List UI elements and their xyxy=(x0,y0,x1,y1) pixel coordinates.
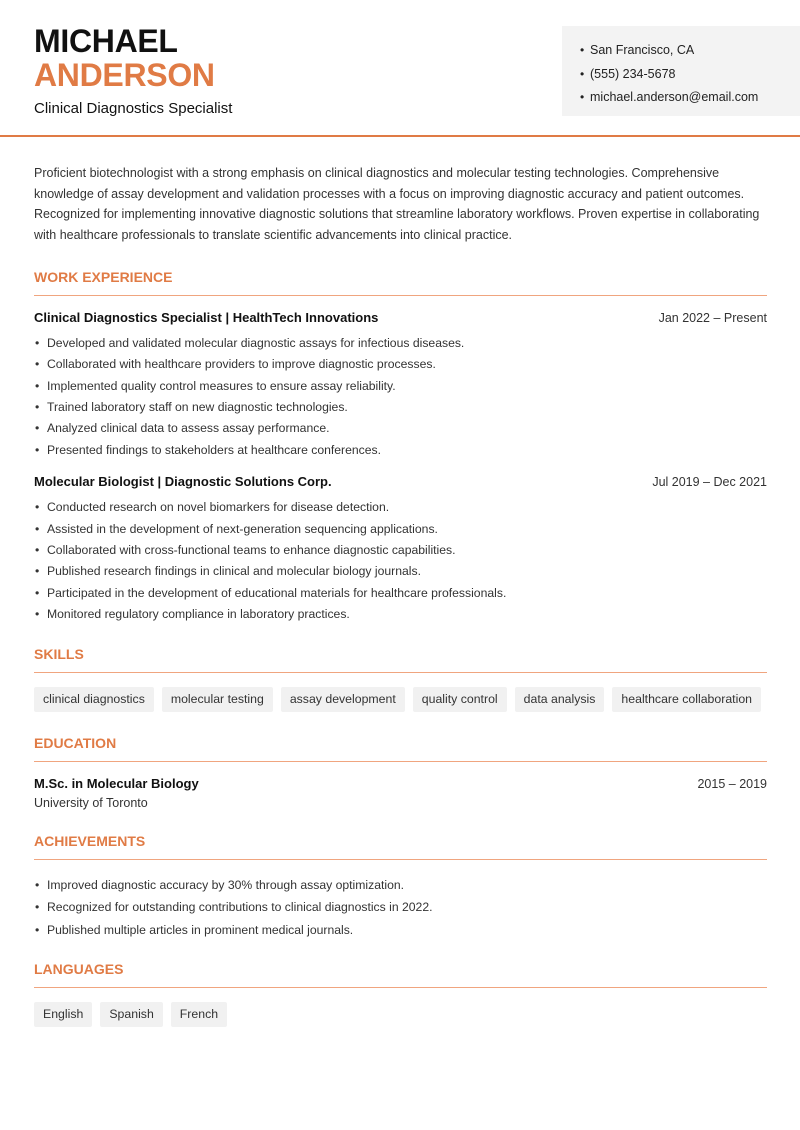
contact-phone: • (555) 234-5678 xyxy=(580,63,800,87)
job-bullets xyxy=(34,497,767,625)
job-title-headline: Clinical Diagnostics Specialist xyxy=(34,100,233,117)
school-name: University of Toronto xyxy=(34,795,148,810)
contact-email[interactable]: • michael.anderson@email.com xyxy=(580,86,800,110)
list-item: • Analyzed clinical data to assess assay performance. xyxy=(34,418,767,439)
list-item: • Assisted in the development of next-generation sequencing applications. xyxy=(34,519,767,540)
skills-section xyxy=(34,646,767,712)
job-entry xyxy=(34,310,767,461)
skill-tag: assay development xyxy=(281,687,405,712)
list-item: • Recognized for outstanding contributions to clinical diagnostics in 2022. xyxy=(34,896,767,918)
list-item: • Monitored regulatory compliance in laboratory practices. xyxy=(34,604,767,625)
contact-list xyxy=(580,39,800,110)
job-header xyxy=(34,474,767,489)
education-section xyxy=(34,735,767,810)
contact-box xyxy=(562,26,800,116)
last-name: ANDERSON xyxy=(34,57,215,93)
section-title-education: EDUCATION xyxy=(34,735,767,762)
list-item: • Conducted research on novel biomarkers for disease detection. xyxy=(34,497,767,518)
work-experience-section xyxy=(34,269,767,626)
language-tag: English xyxy=(34,1002,92,1027)
list-item: • Collaborated with healthcare providers to improve diagnostic processes. xyxy=(34,354,767,375)
list-item: • Improved diagnostic accuracy by 30% through assay optimization. xyxy=(34,874,767,896)
list-item: • Developed and validated molecular diagnostic assays for infectious diseases. xyxy=(34,333,767,354)
job-header xyxy=(34,310,767,325)
resume-body xyxy=(34,163,767,1027)
skills-tags xyxy=(34,687,767,712)
language-tag: Spanish xyxy=(100,1002,162,1027)
skill-tag: healthcare collaboration xyxy=(612,687,761,712)
section-title-work: WORK EXPERIENCE xyxy=(34,269,767,296)
job-entry xyxy=(34,474,767,625)
list-item: • Participated in the development of educational materials for healthcare professionals. xyxy=(34,583,767,604)
list-item: • Presented findings to stakeholders at healthcare conferences. xyxy=(34,440,767,461)
achievements-list xyxy=(34,874,767,941)
first-name: MICHAEL xyxy=(34,23,178,59)
job-date: Jul 2019 – Dec 2021 xyxy=(652,475,767,490)
skill-tag: data analysis xyxy=(515,687,605,712)
degree: M.Sc. in Molecular Biology xyxy=(34,775,199,791)
list-item: • Trained laboratory staff on new diagnostic technologies. xyxy=(34,397,767,418)
languages-tags xyxy=(34,1002,767,1027)
list-item: • Implemented quality control measures to ensure assay reliability. xyxy=(34,376,767,397)
skill-tag: clinical diagnostics xyxy=(34,687,154,712)
candidate-name xyxy=(34,24,215,92)
job-bullets xyxy=(34,333,767,461)
resume-header xyxy=(0,0,800,137)
section-title-skills: SKILLS xyxy=(34,646,767,673)
list-item: • Published multiple articles in prominent medical journals. xyxy=(34,919,767,941)
list-item: • Published research findings in clinical and molecular biology journals. xyxy=(34,561,767,582)
education-header xyxy=(34,776,767,791)
summary-paragraph: Proficient biotechnologist with a strong emphasis on clinical diagnostics and molecular testing technologies. Comprehensive knowledge of assay development and validation processes with a focus on improving diagnostic accuracy and patient outcomes. Recognized for implementing innovative diagnostic solutions that streamline laboratory workflows. Proven expertise in collaborating with healthcare professionals to translate scientific advancements into clinical practice. xyxy=(34,166,760,243)
job-title: Clinical Diagnostics Specialist | HealthTech Innovations xyxy=(34,309,379,325)
language-tag: French xyxy=(171,1002,227,1027)
contact-location: • San Francisco, CA xyxy=(580,39,800,63)
skill-tag: quality control xyxy=(413,687,507,712)
education-date: 2015 – 2019 xyxy=(697,776,767,791)
list-item: • Collaborated with cross-functional teams to enhance diagnostic capabilities. xyxy=(34,540,767,561)
job-title: Molecular Biologist | Diagnostic Solutions Corp. xyxy=(34,474,332,490)
languages-section xyxy=(34,961,767,1027)
job-date: Jan 2022 – Present xyxy=(658,310,767,325)
achievements-section xyxy=(34,833,767,941)
section-title-achievements: ACHIEVEMENTS xyxy=(34,833,767,860)
section-title-languages: LANGUAGES xyxy=(34,961,767,988)
skill-tag: molecular testing xyxy=(162,687,273,712)
